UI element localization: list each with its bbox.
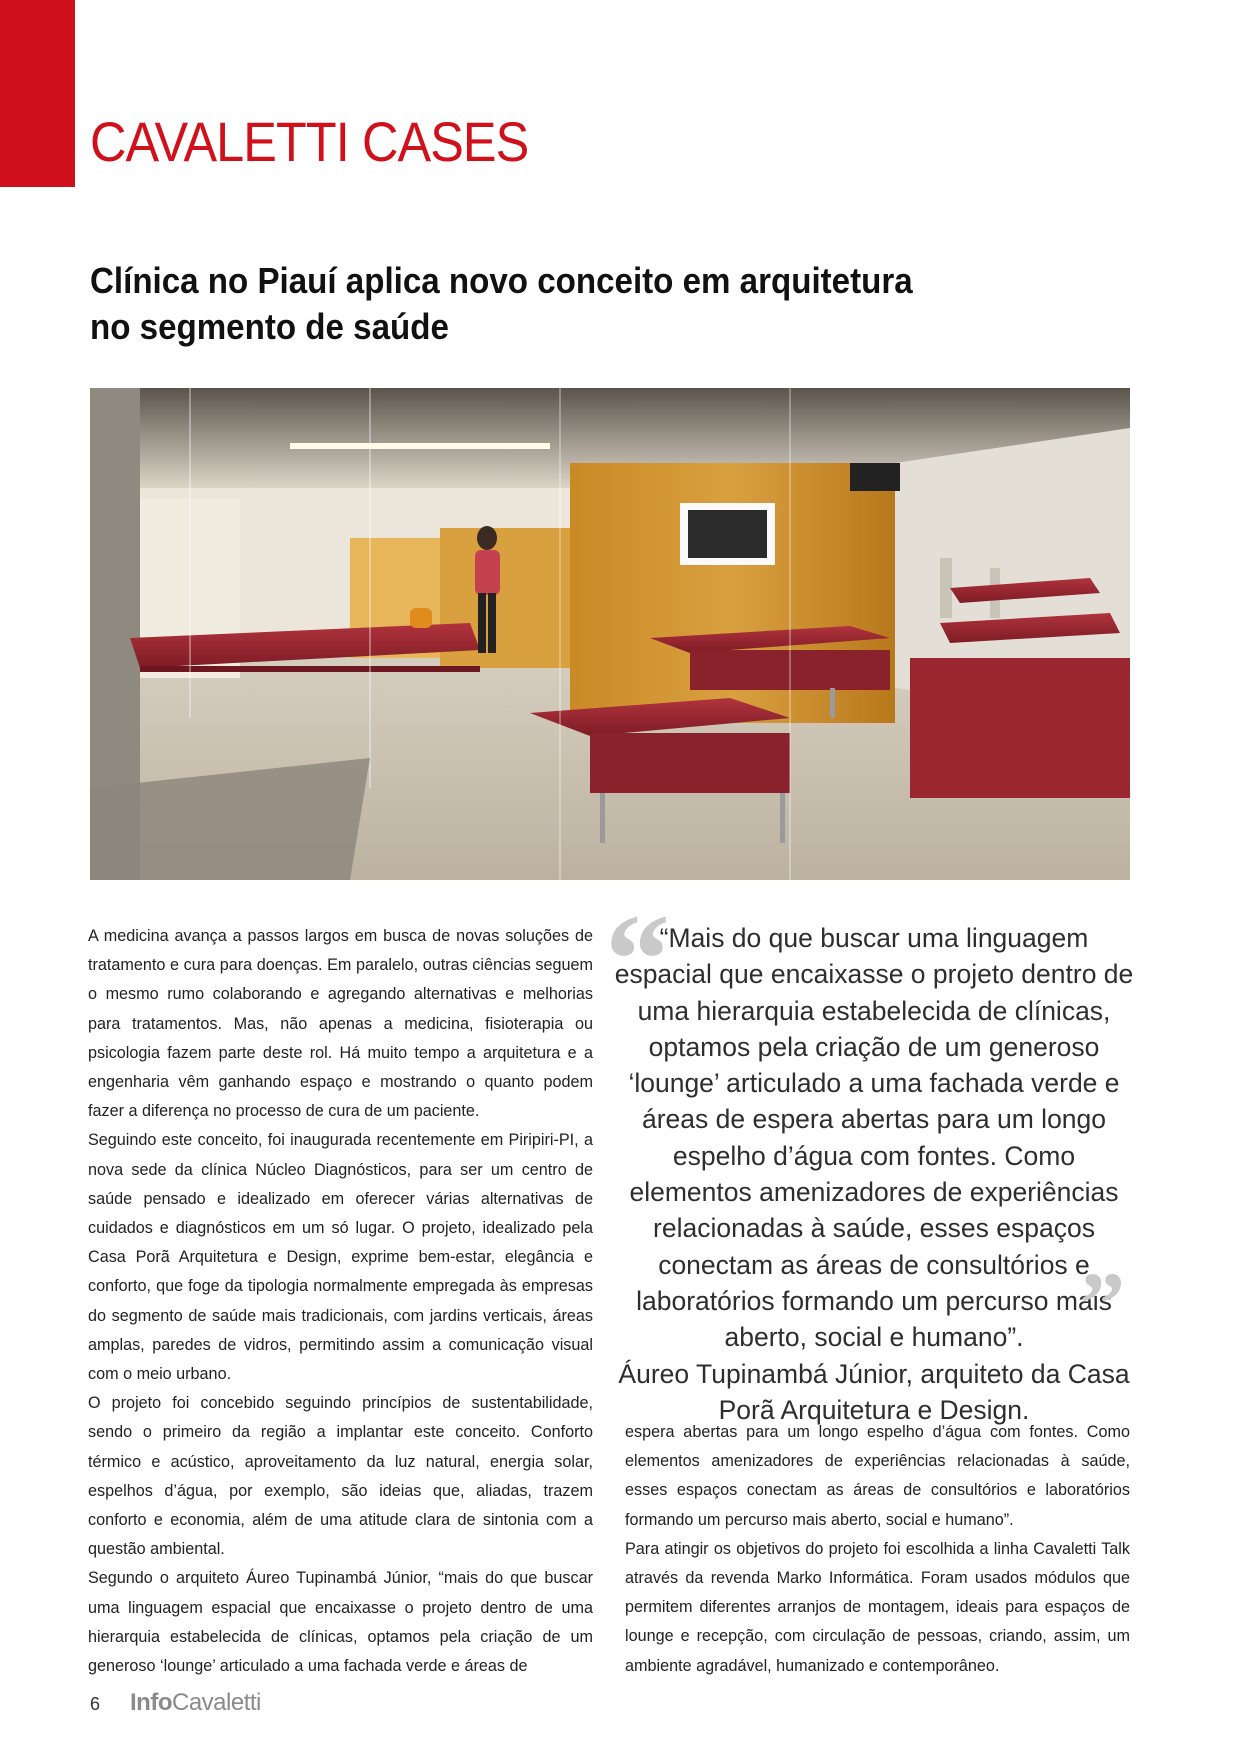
article-right-column — [625, 1418, 1130, 1681]
paragraph: Segundo o arquiteto Áureo Tupinambá Júnior, “mais do que buscar uma linguagem espacial que encaixasse o projeto dentro de uma hierarquia estabelecida de clínicas, optamos pela criação de um generoso ‘lounge’ articulado a uma fachada verde e áreas de — [88, 1569, 593, 1676]
pull-quote-text: “Mais do que buscar uma linguagem espacial que encaixasse o projeto dentro de uma hierarquia estabelecida de clínicas, optamos pela criação de um generoso ‘lounge’ articulado a uma fachada verde e áreas de espera abertas para um longo espelho d’água com fontes. Como elementos amenizadores de experiências relacionadas à saúde, esses espaços conectam as áreas de consultórios e laboratórios formando um percurso mais aberto, social e humano”. — [614, 923, 1134, 1353]
header-accent-bar — [0, 0, 75, 187]
pull-quote — [610, 920, 1138, 1428]
page-number: 6 — [90, 1694, 101, 1714]
paragraph: Para atingir os objetivos do projeto foi escolhida a linha Cavaletti Talk através da revenda Marko Informática. Foram usados módulos que permitem diferentes arranjos de montagem, ideais para espaços de lounge e recepção, com circulação de pessoas, criando, assim, um ambiente agradável, humanizado e contemporâneo. — [625, 1539, 1130, 1675]
headline-line-2: no segmento de saúde — [90, 306, 449, 347]
article-left-column — [88, 922, 593, 1681]
section-title: CAVALETTI CASES — [90, 110, 529, 173]
paragraph: A medicina avança a passos largos em busca de novas soluções de tratamento e cura para doenças. Em paralelo, outras ciências seguem o mesmo rumo colaborando e agregando alternativas e melhorias para tratamentos. Mas, não apenas a medicina, fisioterapia ou psicologia fazem parte deste rol. Há muito tempo a arquitetura e a engenharia vêm ganhando espaço e mostrando o quanto podem fazer a diferença no processo de cura de um paciente. — [88, 927, 593, 1121]
pull-quote-attribution: Áureo Tupinambá Júnior, arquiteto da Casa Porã Arquitetura e Design. — [618, 1358, 1130, 1425]
paragraph: O projeto foi concebido seguindo princípios de sustentabilidade, sendo o primeiro da região a implantar este conceito. Conforto térmico e acústico, aproveitamento da luz natural, energia solar, espelhos d’água, por exemplo, são ideias que, aliadas, trazem conforto e economia, além de uma atitude clara de sintonia com a questão ambiental. — [88, 1394, 593, 1559]
close-quote-mark: ” — [1080, 1255, 1125, 1354]
brand-logo-info: Info — [130, 1689, 172, 1716]
headline-line-1: Clínica no Piauí aplica novo conceito em arquitetura — [90, 260, 913, 301]
paragraph: Seguindo este conceito, foi inaugurada recentemente em Piripiri-PI, a nova sede da clínica Núcleo Diagnósticos, para ser um centro de saúde pensado e idealizado em oferecer várias alternativas de cuidados e diagnósticos em um só lugar. O projeto, idealizado pela Casa Porã Arquitetura e Design, exprime bem-estar, elegância e conforto, que foge da tipologia normalmente empregada às empresas do segmento de saúde mais tradicionais, com jardins verticais, áreas amplas, paredes de vidros, permitindo assim a comunicação visual com o meio urbano. — [88, 1131, 593, 1384]
brand-logo-cavaletti: Cavaletti — [172, 1689, 261, 1716]
clinic-lounge-photo — [90, 388, 1130, 880]
page-footer — [90, 1689, 261, 1719]
paragraph: espera abertas para um longo espelho d’água com fontes. Como elementos amenizadores de experiências relacionadas à saúde, esses espaços conectam as áreas de consultórios e laboratórios formando um percurso mais aberto, social e humano”. — [625, 1423, 1130, 1529]
article-headline — [90, 258, 1065, 350]
open-quote-mark: “ — [605, 888, 670, 1032]
